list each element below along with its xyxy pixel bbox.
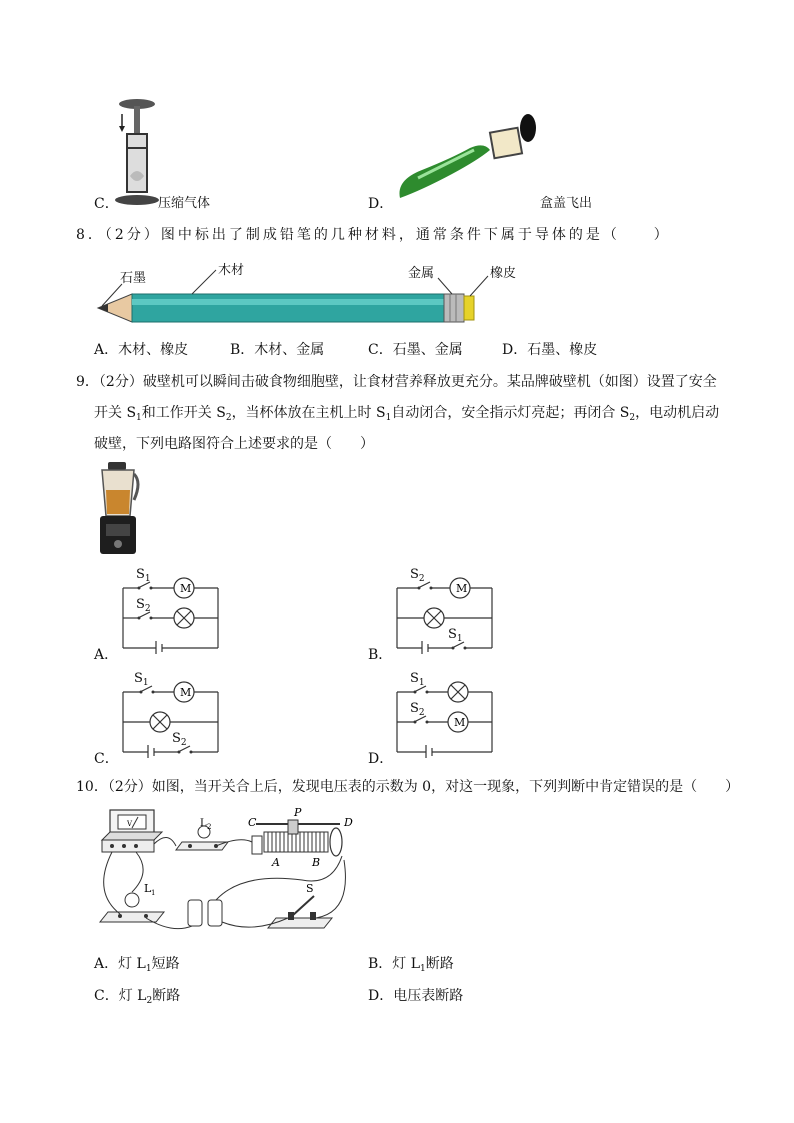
l1-label: L — [144, 882, 152, 895]
circuit-a — [118, 566, 228, 654]
circuit-apparatus-figure — [92, 802, 372, 938]
label-wood: 木材 — [218, 263, 245, 278]
circuit-c-s1: $S_1$ — [134, 671, 149, 688]
circuit-d-s2: $S_2$ — [410, 701, 425, 718]
q8-stem: 8．（2分）图中标出了制成铅笔的几种材料，通常条件下属于导体的是（ ） — [76, 227, 671, 243]
option-c-caption: 压缩气体 — [158, 196, 211, 211]
label-graphite: 石墨 — [120, 271, 147, 286]
q10-option-b: B．灯 $L_1$断路 — [368, 956, 454, 974]
q9-line2: 开关 $S_1$和工作开关 $S_2$，当杯体放在主机上时 $S_1$自动闭合，安全指示灯亮起；再闭合 $S_2$，电动机启动 — [94, 405, 720, 423]
option-d-label: D． — [368, 196, 394, 212]
blender-figure — [94, 460, 142, 558]
q10-option-d: D．电压表断路 — [368, 988, 464, 1004]
motor-symbol: M — [456, 582, 468, 595]
b-label: B — [312, 856, 321, 869]
pump-compression-figure — [112, 96, 162, 208]
motor-symbol: M — [454, 716, 466, 729]
q8-option-d: D．石墨、橡皮 — [502, 342, 598, 358]
svg-text:2: 2 — [207, 823, 212, 831]
svg-text:1: 1 — [151, 889, 156, 897]
pencil-figure — [92, 258, 532, 330]
circuit-b — [392, 566, 502, 654]
q10-option-c: C．灯 $L_2$断路 — [94, 988, 181, 1006]
circuit-a-s2: $S_2$ — [136, 597, 151, 614]
q10-option-a: A．灯 $L_1$短路 — [94, 956, 180, 974]
q8-option-a: A．木材、橡皮 — [94, 342, 189, 358]
q9-option-a: A． — [94, 647, 119, 663]
motor-symbol: M — [180, 582, 192, 595]
p-label: P — [294, 806, 302, 819]
svg-text:V: V — [127, 820, 133, 828]
c-label: C — [248, 816, 257, 829]
a-label: A — [272, 856, 280, 869]
q8-option-c: C．石墨、金属 — [368, 342, 463, 358]
q9-option-c: C． — [94, 751, 119, 767]
q10-stem: 10．（2分）如图，当开关合上后，发现电压表的示数为 0，对这一现象，下列判断中肯定错误的是（ ） — [76, 779, 740, 795]
q8-option-b: B．木材、金属 — [230, 342, 325, 358]
circuit-c-s2: $S_2$ — [172, 731, 187, 748]
switch-label: S — [306, 882, 314, 895]
circuit-b-s2: $S_2$ — [410, 567, 425, 584]
q9-line3: 破壁，下列电路图符合上述要求的是（ ） — [94, 436, 374, 452]
l2-label: L — [200, 818, 207, 829]
label-metal: 金属 — [408, 266, 435, 281]
q9-option-b: B． — [368, 647, 393, 663]
circuit-d — [392, 670, 502, 758]
circuit-b-s1: $S_1$ — [448, 627, 463, 644]
circuit-a-s1: $S_1$ — [136, 567, 151, 584]
label-rubber: 橡皮 — [490, 266, 517, 281]
q9-option-d: D． — [368, 751, 394, 767]
d-label: D — [344, 816, 353, 829]
circuit-d-s1: $S_1$ — [410, 671, 425, 688]
option-c-label: C． — [94, 196, 119, 212]
option-d-caption: 盒盖飞出 — [540, 196, 593, 211]
q9-line1: 9．（2分）破壁机可以瞬间击破食物细胞壁，让食材营养释放更充分。某品牌破壁机（如图）设置了安全 — [76, 374, 717, 390]
motor-symbol: M — [180, 686, 192, 699]
box-lid-flying-figure — [392, 108, 542, 204]
